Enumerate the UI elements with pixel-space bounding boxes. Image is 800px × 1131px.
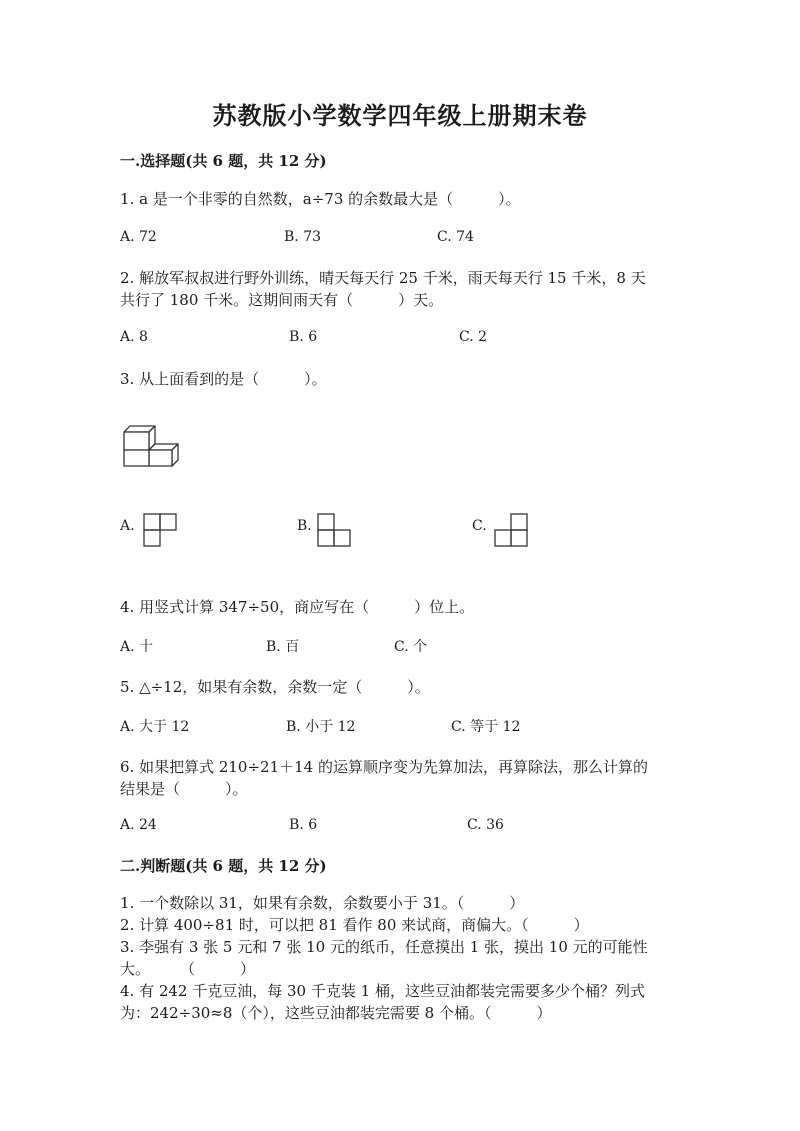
q2-option-c: C. 2 (459, 329, 488, 345)
q4-option-b: B. 百 (266, 639, 300, 655)
question-6-line-2: 结果是（ ）。 (120, 780, 248, 798)
q1-option-c: C. 74 (437, 229, 474, 245)
question-1: 1. a 是一个非零的自然数，a÷73 的余数最大是（ ）。 (120, 190, 521, 208)
q5-option-b: B. 小于 12 (286, 719, 356, 735)
q1-option-b: B. 73 (284, 229, 322, 245)
q6-option-b: B. 6 (289, 817, 318, 833)
judgement-1: 1. 一个数除以 31，如果有余数，余数要小于 31。（ ） (120, 894, 525, 912)
question-3: 3. 从上面看到的是（ ）。 (120, 370, 327, 388)
judgement-4-line-1: 4. 有 242 千克豆油，每 30 千克装 1 桶，这些豆油都装完需要多少个桶？列式 (120, 982, 645, 1000)
q5-option-c: C. 等于 12 (451, 719, 521, 735)
q3-option-b-shape (317, 513, 353, 549)
q2-option-b: B. 6 (289, 329, 318, 345)
q3-option-b: B. (297, 518, 312, 534)
q6-option-a: A. 24 (120, 817, 157, 833)
q3-option-c: C. (472, 518, 487, 534)
judgement-3-line-2: 大。 （ ） (120, 960, 256, 978)
q3-option-a-shape (143, 513, 179, 549)
q6-option-c: C. 36 (467, 817, 504, 833)
q3-option-c-shape (494, 513, 530, 549)
question-2-line-2: 共行了 180 千米。这期间雨天有（ ）天。 (120, 291, 444, 309)
q5-option-a: A. 大于 12 (120, 719, 190, 735)
page-title: 苏教版小学数学四年级上册期末卷 (212, 101, 588, 130)
question-2-line-1: 2. 解放军叔叔进行野外训练，晴天每天行 25 千米，雨天每天行 15 千米，8 天 (120, 269, 646, 287)
q4-option-c: C. 个 (394, 639, 428, 655)
q3-option-a: A. (120, 518, 135, 534)
section-heading-choice: 一.选择题(共 6 题，共 12 分) (120, 152, 327, 170)
question-5: 5. △÷12，如果有余数，余数一定（ ）。 (120, 678, 430, 696)
q1-option-a: A. 72 (120, 229, 157, 245)
q2-option-a: A. 8 (120, 329, 148, 345)
judgement-2: 2. 计算 400÷81 时，可以把 81 看作 80 来试商，商偏大。（ ） (120, 916, 589, 934)
cube-stack-figure (119, 420, 183, 470)
question-6-line-1: 6. 如果把算式 210÷21＋14 的运算顺序变为先算加法，再算除法，那么计算的 (120, 758, 648, 776)
q4-option-a: A. 十 (120, 639, 154, 655)
section-heading-judgement: 二.判断题(共 6 题，共 12 分) (120, 857, 327, 875)
question-4: 4. 用竖式计算 347÷50，商应写在（ ）位上。 (120, 598, 475, 616)
judgement-3-line-1: 3. 李强有 3 张 5 元和 7 张 10 元的纸币，任意摸出 1 张，摸出 10 元的可能性 (120, 938, 648, 956)
judgement-4-line-2: 为：242÷30≈8（个），这些豆油都装完需要 8 个桶。（ ） (120, 1004, 552, 1022)
